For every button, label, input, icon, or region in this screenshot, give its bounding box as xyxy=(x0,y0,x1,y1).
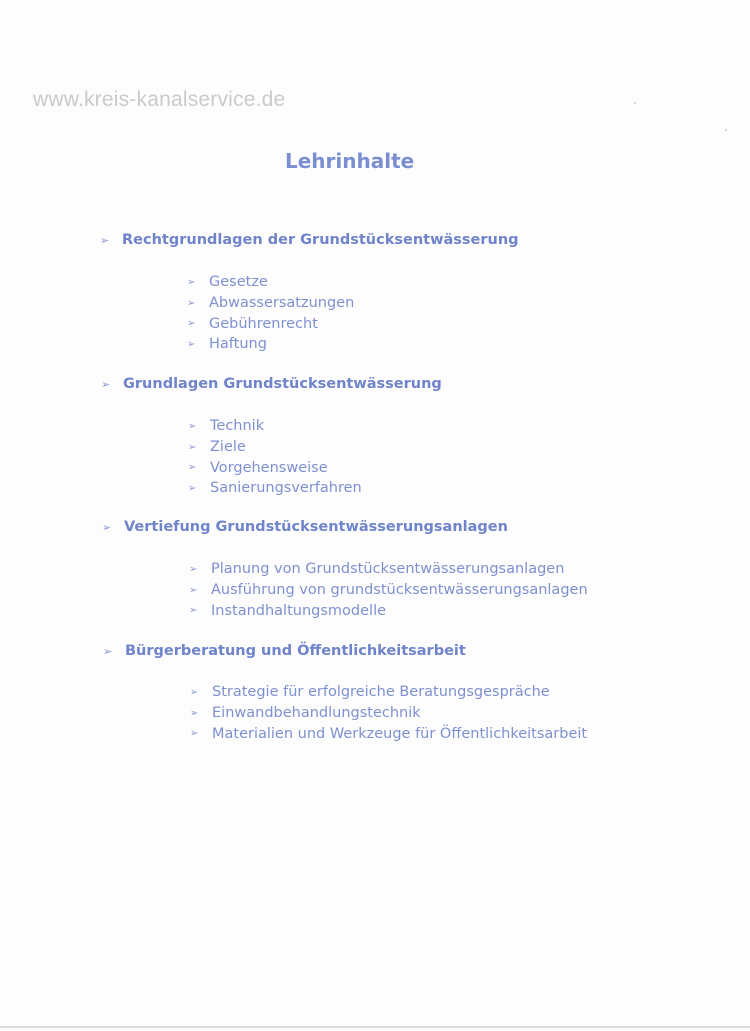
scan-edge-line xyxy=(0,1026,750,1028)
list-item: ➢ Sanierungsverfahren xyxy=(188,480,362,497)
scan-speck xyxy=(634,102,636,104)
scan-speck xyxy=(725,129,727,131)
arrow-bullet-icon: ➢ xyxy=(103,644,113,658)
arrow-bullet-icon: ➢ xyxy=(187,276,196,288)
section-heading-2 xyxy=(101,376,442,392)
watermark-url: www.kreis-kanalservice.de xyxy=(33,88,286,111)
arrow-bullet-icon: ➢ xyxy=(190,728,199,740)
list-item: ➢ Ausführung von grundstücksentwässerungsanlagen xyxy=(189,582,588,599)
arrow-bullet-icon: ➢ xyxy=(187,318,196,330)
section-heading-1 xyxy=(100,232,519,248)
section-heading-label: Bürgerberatung und Öffentlichkeitsarbeit xyxy=(125,643,466,659)
section-heading-label: Rechtgrundlagen der Grundstücksentwässerung xyxy=(122,232,519,248)
section-heading-label: Grundlagen Grundstücksentwässerung xyxy=(123,376,442,392)
list-item: ➢ Abwassersatzungen xyxy=(187,295,355,312)
arrow-bullet-icon: ➢ xyxy=(189,584,198,596)
arrow-bullet-icon: ➢ xyxy=(190,686,199,698)
arrow-bullet-icon: ➢ xyxy=(101,377,111,391)
section-items-4 xyxy=(190,682,587,744)
list-item: ➢ Gebührenrecht xyxy=(187,315,318,332)
arrow-bullet-icon: ➢ xyxy=(102,520,112,534)
list-item: ➢ Strategie für erfolgreiche Beratungsgespräche xyxy=(190,684,550,701)
section-heading-4 xyxy=(103,643,466,659)
list-item: ➢ Haftung xyxy=(187,336,267,353)
arrow-bullet-icon: ➢ xyxy=(189,605,198,617)
section-items-3 xyxy=(189,559,588,621)
list-item: ➢ Vorgehensweise xyxy=(188,459,328,476)
section-items-1 xyxy=(187,272,354,355)
list-item: ➢ Ziele xyxy=(188,439,246,456)
list-item: ➢ Materialien und Werkzeuge für Öffentlichkeitsarbeit xyxy=(190,725,588,742)
page-title: Lehrinhalte xyxy=(285,149,415,173)
arrow-bullet-icon: ➢ xyxy=(189,563,198,575)
arrow-bullet-icon: ➢ xyxy=(187,297,196,309)
list-item: ➢ Instandhaltungsmodelle xyxy=(189,602,387,619)
list-item: ➢ Einwandbehandlungstechnik xyxy=(190,705,421,722)
arrow-bullet-icon: ➢ xyxy=(100,233,110,247)
arrow-bullet-icon: ➢ xyxy=(188,441,197,453)
list-item: ➢ Planung von Grundstücksentwässerungsanlagen xyxy=(189,561,565,578)
arrow-bullet-icon: ➢ xyxy=(187,338,196,350)
arrow-bullet-icon: ➢ xyxy=(188,462,197,474)
arrow-bullet-icon: ➢ xyxy=(190,707,199,719)
list-item: ➢ Technik xyxy=(188,418,265,435)
section-items-2 xyxy=(188,416,362,499)
arrow-bullet-icon: ➢ xyxy=(188,482,197,494)
section-heading-label: Vertiefung Grundstücksentwässerungsanlagen xyxy=(124,519,508,535)
arrow-bullet-icon: ➢ xyxy=(188,420,197,432)
section-heading-3 xyxy=(102,519,508,535)
list-item: ➢ Gesetze xyxy=(187,274,268,291)
